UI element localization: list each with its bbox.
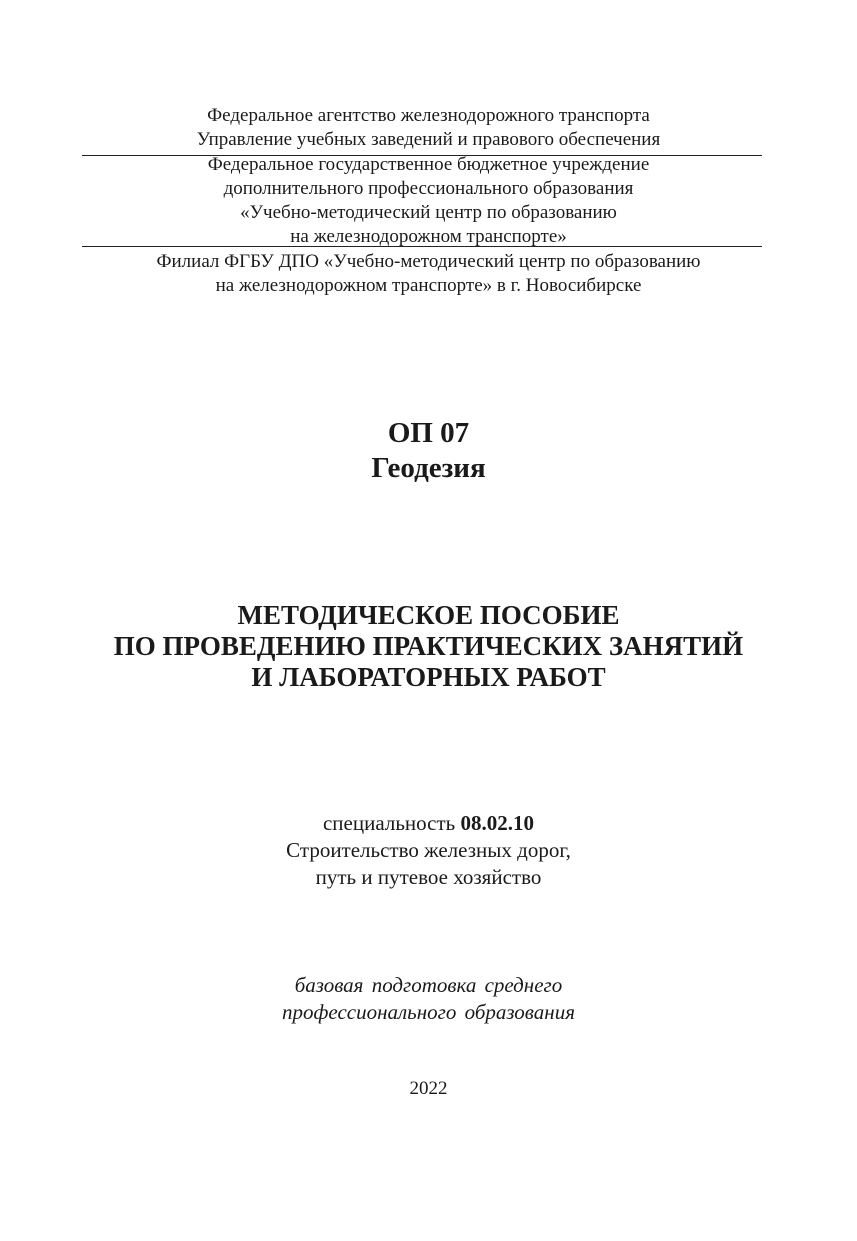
specialty-line xyxy=(0,810,857,837)
branch-line-1: Филиал ФГБУ ДПО «Учебно-методический центр по образованию xyxy=(156,251,701,272)
document-title-line-3: И ЛАБОРАТОРНЫХ РАБОТ xyxy=(251,662,606,692)
header-divider-bottom xyxy=(82,246,762,247)
course-heading xyxy=(0,416,857,486)
education-level-line-2: профессионального образования xyxy=(282,1000,575,1024)
branch-header xyxy=(0,250,857,298)
document-title xyxy=(0,600,857,693)
specialty-name-line-2: путь и путевое хозяйство xyxy=(315,865,542,889)
course-name: Геодезия xyxy=(371,452,486,484)
publication-year: 2022 xyxy=(409,1078,448,1099)
education-level-line-1: базовая подготовка среднего xyxy=(294,973,563,997)
agency-department: Управление учебных заведений и правового обеспечения xyxy=(196,129,661,150)
document-title-line-1: МЕТОДИЧЕСКОЕ ПОСОБИЕ xyxy=(237,600,620,630)
institution-line-4: на железнодорожном транспорте» xyxy=(290,226,567,247)
specialty-label: специальность xyxy=(322,811,456,835)
agency-name: Федеральное агентство железнодорожного транспорта xyxy=(207,105,650,126)
specialty-name-line-1: Строительство железных дорог, xyxy=(286,838,571,862)
institution-line-3: «Учебно-методический центр по образованию xyxy=(240,202,617,223)
course-code: ОП 07 xyxy=(387,417,470,449)
specialty-block xyxy=(0,810,857,891)
agency-header xyxy=(0,104,857,152)
branch-line-2: на железнодорожном транспорте» в г. Новосибирске xyxy=(215,275,642,296)
institution-header xyxy=(0,153,857,249)
document-title-line-2: ПО ПРОВЕДЕНИЮ ПРАКТИЧЕСКИХ ЗАНЯТИЙ xyxy=(113,631,744,661)
education-level xyxy=(0,972,857,1026)
institution-line-2: дополнительного профессионального образования xyxy=(223,178,634,199)
specialty-code: 08.02.10 xyxy=(460,811,534,835)
institution-line-1: Федеральное государственное бюджетное учреждение xyxy=(207,154,650,175)
